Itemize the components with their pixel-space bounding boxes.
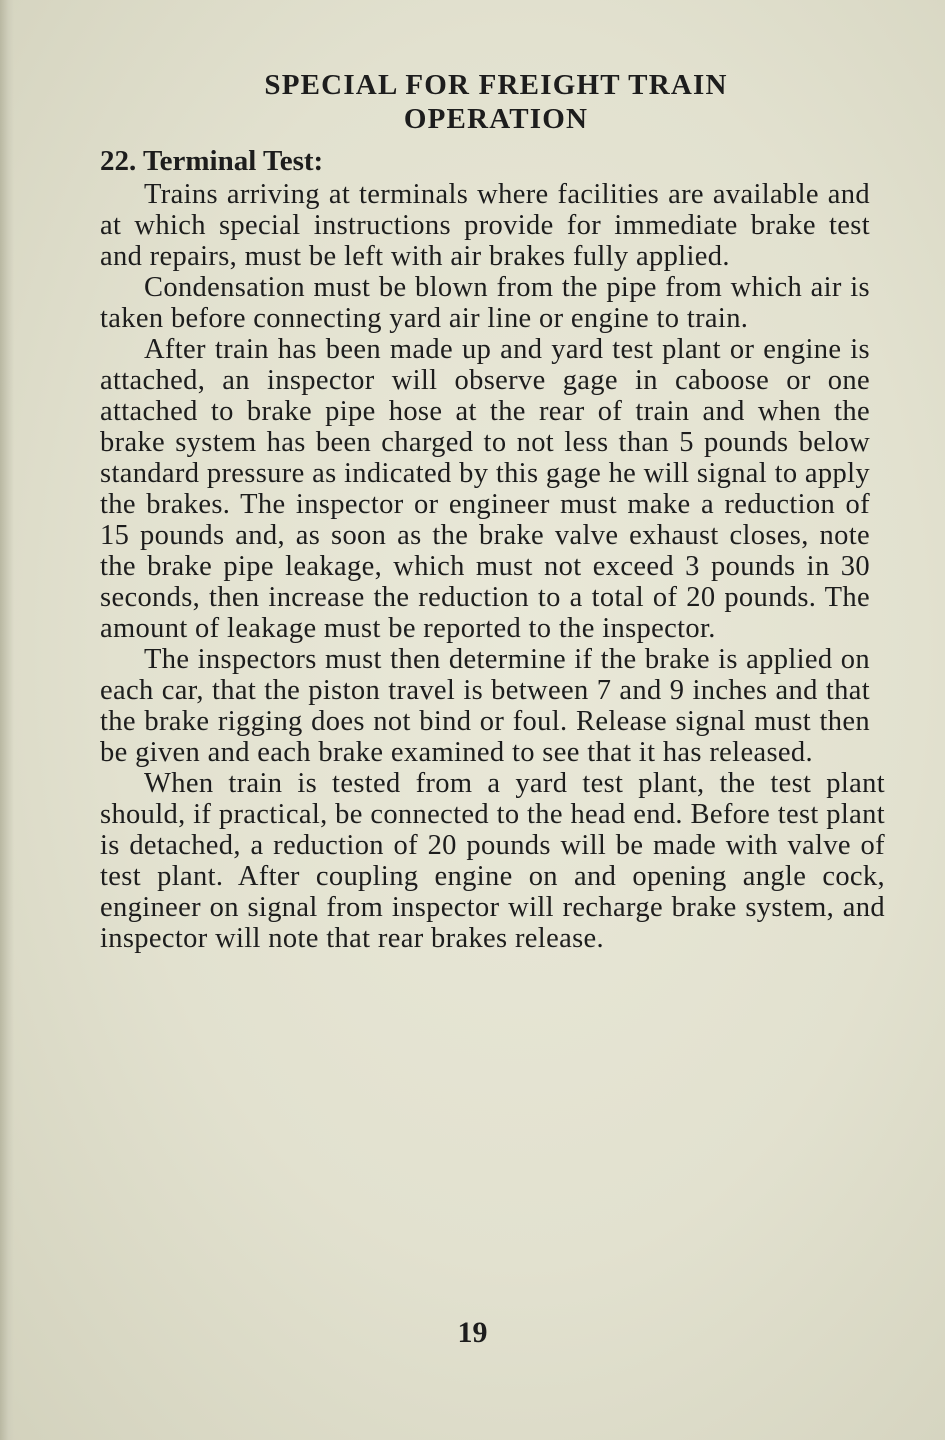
page-gutter-shadow xyxy=(0,0,14,1440)
page-title xyxy=(122,68,870,136)
paragraph: After train has been made up and yard test plant or engine is attached, an inspector will observe gage in caboose or one attached to brake pipe hose at the rear of train and when the brake system has been charged to not less than 5 pounds below standard pressure as indicated by this gage he will signal to apply the brakes. The inspector or engineer must make a reduction of 15 pounds and, as soon as the brake valve exhaust closes, note the brake pipe leakage, which must not exceed 3 pounds in 30 seconds, then increase the reduction to a total of 20 pounds. The amount of leakage must be reported to the inspector. xyxy=(100,334,870,644)
paragraph: The inspectors must then determine if the brake is applied on each car, that the piston travel is between 7 and 9 inches and that the brake rigging does not bind or foul. Release signal must then be given and each brake examined to see that it has released. xyxy=(100,644,870,768)
page-title-line-2: OPERATION xyxy=(403,103,589,135)
section-heading: 22. Terminal Test: xyxy=(100,145,324,177)
paragraph: Trains arriving at terminals where facilities are available and at which special instructions provide for immediate brake test and repairs, must be left with air brakes fully applied. xyxy=(100,179,870,272)
paragraph: When train is tested from a yard test plant, the test plant should, if practical, be connected to the head end. Before test plant is detached, a reduction of 20 pounds will be made with valve of test plant. After coupling engine on and opening angle cock, engineer on signal from inspector will recharge brake system, and inspector will note that rear brakes release. xyxy=(100,768,885,954)
page-number: 19 xyxy=(457,1316,488,1349)
page-title-line-1: SPECIAL FOR FREIGHT TRAIN xyxy=(264,69,728,101)
page-content xyxy=(100,68,885,954)
paragraph: Condensation must be blown from the pipe from which air is taken before connecting yard air line or engine to train. xyxy=(100,272,870,334)
